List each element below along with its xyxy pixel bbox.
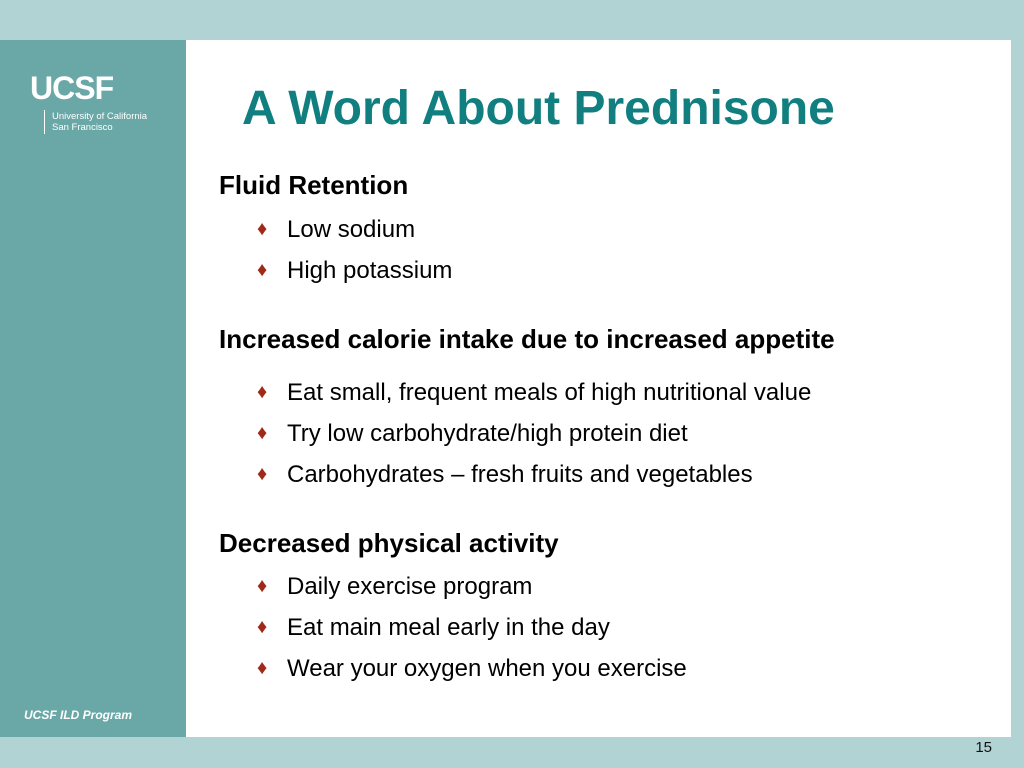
bullet-text: High potassium bbox=[287, 257, 453, 284]
diamond-bullet-icon: ♦ bbox=[257, 381, 268, 403]
bullet-item bbox=[257, 653, 687, 684]
logo-mark: UCSF bbox=[30, 70, 114, 106]
bullet-text: Daily exercise program bbox=[287, 573, 533, 600]
section-heading: Decreased physical activity bbox=[219, 528, 559, 558]
bullet-item bbox=[257, 418, 688, 449]
bullet-text: Low sodium bbox=[287, 216, 416, 243]
bullet-text: Try low carbohydrate/high protein diet bbox=[287, 420, 688, 447]
diamond-bullet-icon: ♦ bbox=[257, 218, 268, 240]
diamond-bullet-icon: ♦ bbox=[257, 259, 268, 281]
diamond-bullet-icon: ♦ bbox=[257, 575, 268, 597]
bullet-item bbox=[257, 612, 610, 643]
section-heading: Fluid Retention bbox=[219, 170, 409, 200]
bullet-item bbox=[257, 377, 811, 408]
sidebar-panel bbox=[0, 40, 186, 737]
diamond-bullet-icon: ♦ bbox=[257, 422, 268, 444]
footer-program-label: UCSF ILD Program bbox=[24, 708, 133, 722]
logo-line-1: University of California bbox=[52, 111, 148, 122]
page-number: 15 bbox=[975, 739, 992, 756]
bullet-text: Eat main meal early in the day bbox=[287, 614, 610, 641]
bullet-text: Eat small, frequent meals of high nutritional value bbox=[287, 379, 812, 406]
diamond-bullet-icon: ♦ bbox=[257, 657, 268, 679]
bullet-text: Wear your oxygen when you exercise bbox=[287, 655, 687, 682]
bullet-text: Carbohydrates – fresh fruits and vegetables bbox=[287, 461, 753, 488]
bullet-item bbox=[257, 255, 452, 286]
slide-title: A Word About Prednisone bbox=[242, 82, 835, 135]
diamond-bullet-icon: ♦ bbox=[257, 463, 268, 485]
bullet-item bbox=[257, 214, 415, 245]
bullet-item bbox=[257, 571, 532, 602]
section-heading: Increased calorie intake due to increased appetite bbox=[219, 324, 835, 354]
ucsf-logo bbox=[30, 72, 170, 136]
logo-divider bbox=[44, 110, 45, 134]
logo-line-2: San Francisco bbox=[52, 122, 113, 133]
bullet-item bbox=[257, 459, 753, 490]
diamond-bullet-icon: ♦ bbox=[257, 616, 268, 638]
